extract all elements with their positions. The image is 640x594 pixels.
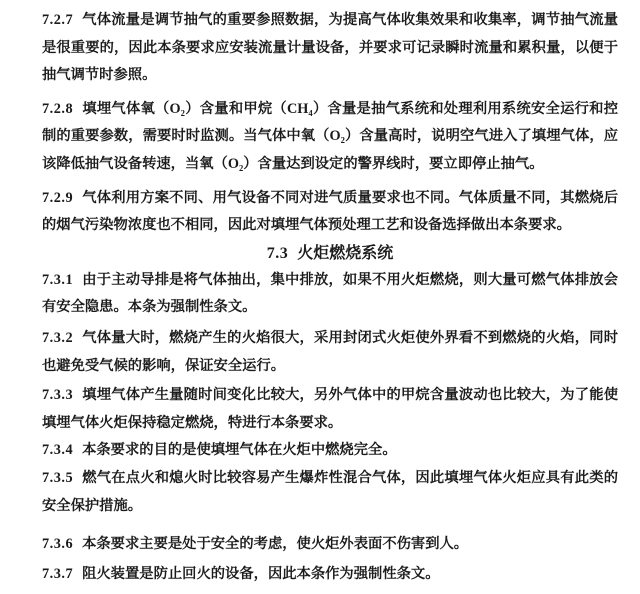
clause-7-2-9 xyxy=(42,185,618,240)
document-page xyxy=(42,7,618,588)
clause-7-3-4 xyxy=(42,437,618,465)
section-heading-title: 火炬燃烧系统 xyxy=(297,244,394,262)
clause-text: 由于主动导排是将气体抽出，集中排放，如果不用火炬燃烧，则大量可燃气体排放会有安全隐患。本条为强制性条文。 xyxy=(42,271,618,316)
clause-text: 本条要求主要是处于安全的考虑，使火炬外表面不伤害到人。 xyxy=(82,536,469,553)
clause-text: 燃气在点火和熄火时比较容易产生爆炸性混合气体，因此填埋气体火炬应具有此类的安全保护措施。 xyxy=(42,469,618,514)
clause-text: 气体利用方案不同、用气设备不同对进气质量要求也不同。气体质量不同，其燃烧后的烟气污染物浓度也不相同，因此对填埋气体预处理工艺和设备选择做出本条要求。 xyxy=(42,189,618,234)
clause-text: 阻火装置是防止回火的设备，因此本条作为强制性条文。 xyxy=(82,565,440,582)
clause-text: 气体量大时，燃烧产生的火焰很大，采用封闭式火炬使外界看不到燃烧的火焰，同时也避免受气候的影响，保证安全运行。 xyxy=(42,329,618,374)
clause-7-2-7 xyxy=(42,7,618,90)
clause-number: 7.2.8 xyxy=(42,100,74,117)
clause-7-3-1 xyxy=(42,267,618,322)
clause-number: 7.3.3 xyxy=(42,387,74,404)
clause-text: 填埋气体氧（O₂）含量和甲烷（CH₄）含量是抽气系统和处理利用系统安全运行和控制的重要参数，需要时时监测。当气体中氧（O₂）含量高时，说明空气进入了填埋气体，应该降低抽气设备转速，当氧（O₂）含量达到设定的警界线时，要立即停止抽气。 xyxy=(42,100,618,172)
section-heading xyxy=(42,241,618,267)
clause-number: 7.2.9 xyxy=(42,189,74,206)
clause-text: 气体流量是调节抽气的重要参照数据，为提高气体收集效果和收集率，调节抽气流量是很重要的，因此本条要求应安装流量计量设备，并要求可记录瞬时流量和累积量，以便于抽气调节时参照。 xyxy=(42,12,618,84)
clause-7-3-2 xyxy=(42,325,618,380)
clause-7-3-5 xyxy=(42,465,618,520)
clause-number: 7.3.1 xyxy=(42,271,74,288)
clause-text: 本条要求的目的是使填埋气体在火炬中燃烧完全。 xyxy=(82,442,397,459)
clause-number: 7.2.7 xyxy=(42,12,74,28)
clause-7-2-8 xyxy=(42,96,618,179)
clause-7-3-6 xyxy=(42,531,618,559)
clause-number: 7.3.6 xyxy=(42,536,74,553)
clause-7-3-3 xyxy=(42,382,618,437)
clause-number: 7.3.2 xyxy=(42,329,74,346)
clause-number: 7.3.5 xyxy=(42,469,74,486)
clause-7-3-7 xyxy=(42,561,618,589)
clause-text: 填埋气体产生量随时间变化比较大，另外气体中的甲烷含量波动也比较大，为了能使填埋气体火炬保持稳定燃烧，特进行本条要求。 xyxy=(42,387,618,431)
section-heading-number: 7.3 xyxy=(266,244,289,262)
clause-number: 7.3.4 xyxy=(42,442,74,459)
clause-number: 7.3.7 xyxy=(42,565,74,582)
